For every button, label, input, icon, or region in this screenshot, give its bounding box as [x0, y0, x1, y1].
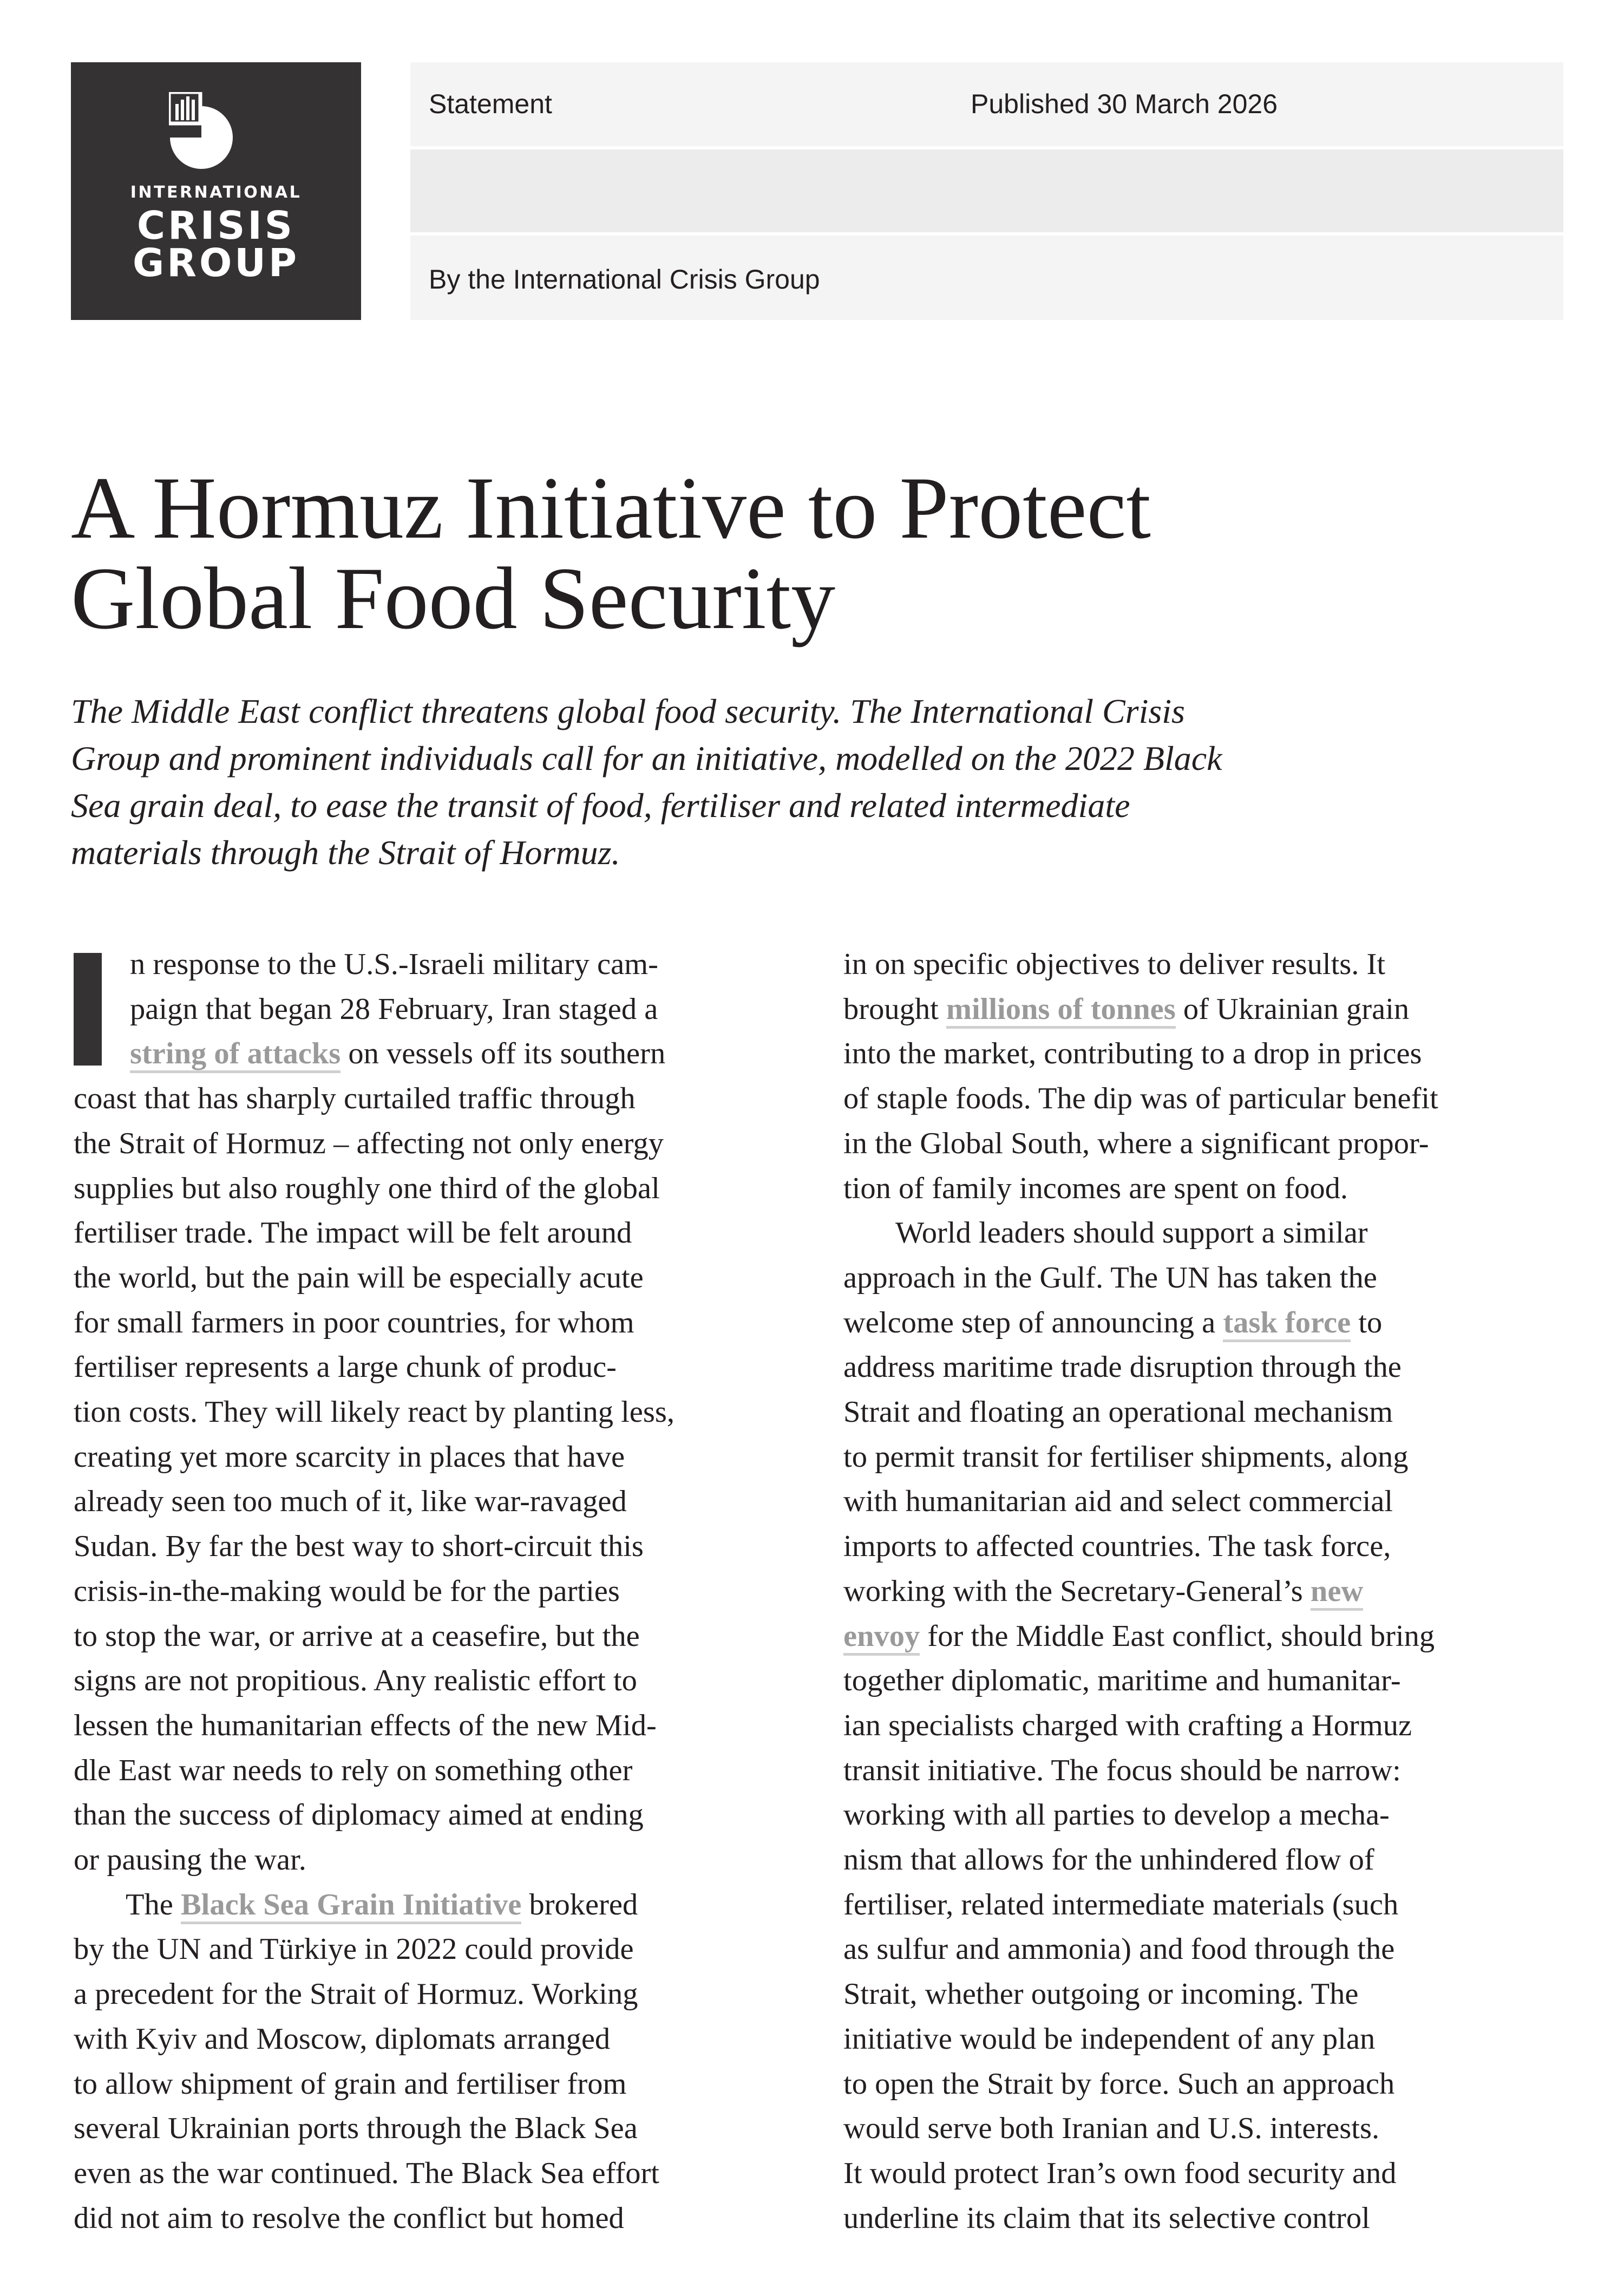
logo-emblem-icon	[169, 92, 266, 179]
body-text: brokered	[521, 1887, 638, 1922]
body-text: on vessels off its southern	[340, 1037, 666, 1071]
body-text: of Ukrainian grain	[1175, 992, 1410, 1026]
body-text: working with the Secretary-General’s	[843, 1574, 1311, 1608]
body-line: Sudan. By far the best way to short-circuit this	[74, 1530, 644, 1564]
body-line: or pausing the war.	[74, 1843, 306, 1877]
body-line: dle East war needs to rely on something other	[74, 1753, 633, 1787]
body-line: to stop the war, or arrive at a ceasefire, but the	[74, 1619, 640, 1653]
body-line: Strait, whether outgoing or incoming. The	[843, 1977, 1359, 2011]
body-line: creating yet more scarcity in places that have	[74, 1440, 625, 1474]
body-line: coast that has sharply curtailed traffic through	[74, 1082, 636, 1116]
link-string-of-attacks[interactable]: string of attacks	[130, 1037, 340, 1073]
logo-line-crisis: CRISIS	[137, 203, 295, 248]
body-line: of staple foods. The dip was of particular benefit	[843, 1082, 1438, 1116]
lead-line: The Middle East conflict threatens global food security. The International Crisis	[71, 692, 1185, 730]
body-line: with Kyiv and Moscow, diplomats arranged	[74, 2022, 611, 2056]
body-text: for the Middle East conflict, should bring	[920, 1619, 1435, 1653]
body-line: even as the war continued. The Black Sea effort	[74, 2156, 659, 2190]
body-line: n response to the U.S.-Israeli military cam-	[130, 948, 658, 981]
body-line: several Ukrainian ports through the Black Sea	[74, 2112, 638, 2146]
lead-line: Group and prominent individuals call for an initiative, modelled on the 2022 Black	[71, 739, 1222, 777]
body-line: signs are not propitious. Any realistic effort to	[74, 1664, 637, 1698]
body-line	[74, 1031, 802, 1076]
link-millions-of-tonnes[interactable]: millions of tonnes	[946, 992, 1176, 1029]
body-line: than the success of diplomacy aimed at ending	[74, 1798, 644, 1832]
publication-date: Published 30 March 2026	[971, 89, 1278, 119]
body-line: the world, but the pain will be especially acute	[74, 1260, 644, 1295]
body-line: as sulfur and ammonia) and food through the	[843, 1932, 1395, 1966]
body-line: Strait and floating an operational mechanism	[843, 1395, 1393, 1429]
body-text: brought	[843, 992, 946, 1026]
body-line: to open the Strait by force. Such an approach	[843, 2067, 1395, 2101]
body-line: to allow shipment of grain and fertiliser from	[74, 2067, 627, 2101]
body-line: crisis-in-the-making would be for the parties	[74, 1574, 620, 1608]
link-new-envoy[interactable]: envoy	[843, 1619, 920, 1656]
link-task-force[interactable]: task force	[1223, 1306, 1351, 1342]
body-line: transit initiative. The focus should be narrow:	[843, 1753, 1401, 1787]
body-line: working with all parties to develop a mecha-	[843, 1798, 1390, 1832]
body-line: supplies but also roughly one third of the global	[74, 1171, 660, 1205]
body-line: imports to affected countries. The task force,	[843, 1530, 1391, 1564]
publication-type: Statement	[429, 89, 552, 119]
body-line: approach in the Gulf. The UN has taken the	[843, 1260, 1377, 1295]
logo-line-group: GROUP	[133, 240, 299, 285]
body-line: fertiliser trade. The impact will be felt around	[74, 1216, 632, 1250]
body-line: into the market, contributing to a drop in prices	[843, 1037, 1422, 1071]
body-text: welcome step of announcing a	[843, 1305, 1223, 1339]
meta-row-empty	[410, 149, 1563, 232]
title-line: A Hormuz Initiative to Protect	[71, 459, 1151, 557]
dropcap-letter-i	[74, 953, 102, 1066]
lead-line: materials through the Strait of Hormuz.	[71, 833, 620, 872]
body-line: to permit transit for fertiliser shipments, along	[843, 1440, 1409, 1474]
body-line: initiative would be independent of any plan	[843, 2022, 1376, 2056]
body-line: tion of family incomes are spent on food.	[843, 1171, 1348, 1205]
article-lead	[71, 688, 1565, 876]
meta-row-author	[410, 236, 1563, 320]
body-text: The	[126, 1887, 181, 1922]
body-line: for small farmers in poor countries, for whom	[74, 1305, 634, 1339]
body-line: World leaders should support a similar	[895, 1216, 1368, 1250]
body-line	[843, 987, 1571, 1032]
body-line: a precedent for the Strait of Hormuz. Working	[74, 1977, 638, 2011]
body-line: in the Global South, where a significant propor-	[843, 1126, 1429, 1160]
body-line: with humanitarian aid and select commercial	[843, 1485, 1393, 1519]
link-new-envoy[interactable]: new	[1311, 1574, 1363, 1611]
body-line: address maritime trade disruption through the	[843, 1350, 1402, 1384]
body-line	[843, 1301, 1571, 1345]
crisis-group-logo[interactable]	[71, 62, 361, 320]
body-text: to	[1351, 1305, 1383, 1339]
body-line: in on specific objectives to deliver results. It	[843, 948, 1386, 981]
body-line: would serve both Iranian and U.S. interests.	[843, 2112, 1380, 2146]
body-line: fertiliser, related intermediate materials (such	[843, 1887, 1399, 1922]
body-line: the Strait of Hormuz – affecting not only energy	[74, 1126, 664, 1160]
body-column-right	[843, 942, 1571, 2240]
article-title	[71, 459, 1533, 648]
body-line	[74, 1883, 802, 1927]
byline: By the International Crisis Group	[429, 264, 820, 295]
body-line: nism that allows for the unhindered flow of	[843, 1843, 1374, 1877]
body-line: It would protect Iran’s own food security and	[843, 2156, 1397, 2190]
logo-line-international: INTERNATIONAL	[130, 183, 302, 202]
body-line: tion costs. They will likely react by planting less,	[74, 1395, 675, 1429]
body-line: already seen too much of it, like war-ravaged	[74, 1485, 627, 1519]
body-line: together diplomatic, maritime and humanitar-	[843, 1664, 1401, 1698]
body-line: underline its claim that its selective control	[843, 2201, 1370, 2235]
body-line: fertiliser represents a large chunk of produc-	[74, 1350, 617, 1384]
body-line: ian specialists charged with crafting a Hormuz	[843, 1708, 1412, 1742]
body-line: lessen the humanitarian effects of the new Mid-	[74, 1708, 657, 1742]
title-line: Global Food Security	[71, 550, 836, 648]
body-line: did not aim to resolve the conflict but homed	[74, 2201, 624, 2235]
body-line	[843, 1569, 1571, 1614]
body-column-left	[74, 942, 802, 2240]
link-black-sea-grain-initiative[interactable]: Black Sea Grain Initiative	[181, 1888, 521, 1924]
body-line: paign that began 28 February, Iran staged a	[130, 992, 658, 1026]
meta-row-type	[410, 62, 1563, 146]
body-line: by the UN and Türkiye in 2022 could provide	[74, 1932, 634, 1966]
lead-line: Sea grain deal, to ease the transit of food, fertiliser and related intermediate	[71, 786, 1130, 825]
body-line	[843, 1614, 1571, 1659]
